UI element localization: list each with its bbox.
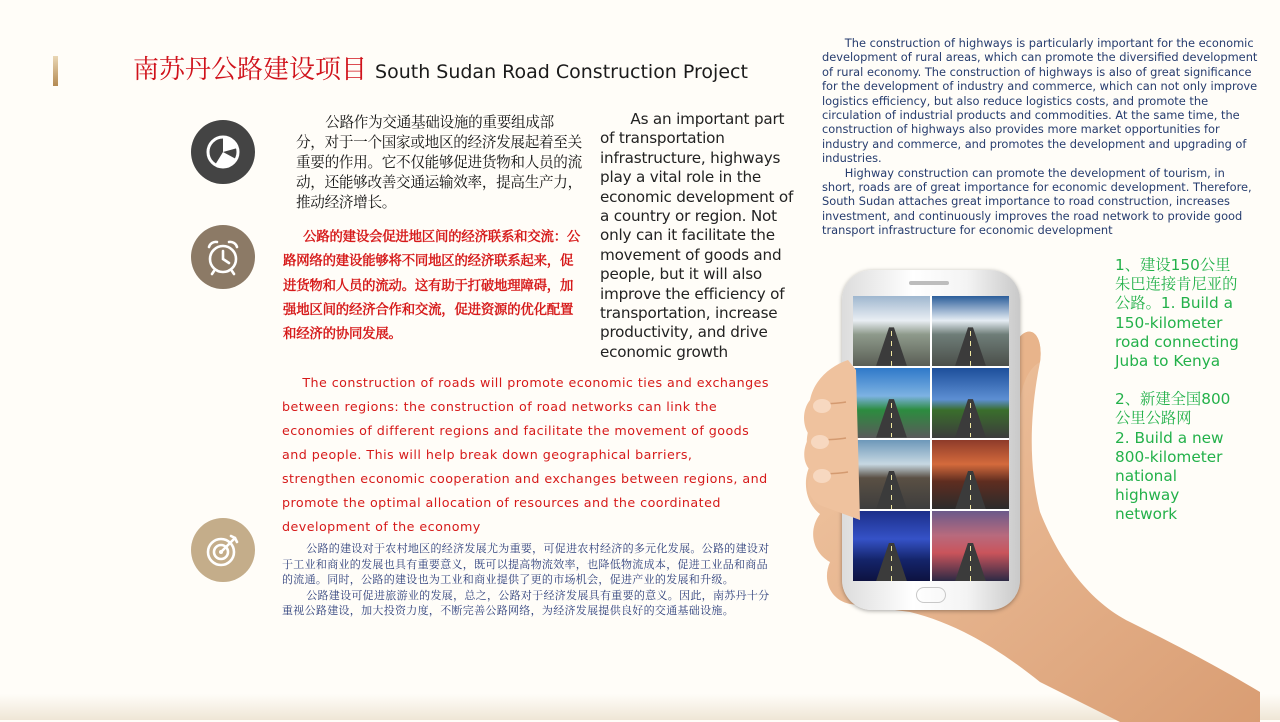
project-list <box>1115 256 1245 525</box>
pie-chart-icon <box>191 120 255 184</box>
phone-home-button <box>916 587 946 603</box>
road-photo <box>932 440 1009 510</box>
title-chinese: 南苏丹公路建设项目 <box>133 55 368 85</box>
phone-speaker <box>909 281 949 285</box>
road-photo <box>853 296 930 366</box>
en-rural-paragraph-2: Highway construction can promote the development of tourism, in short, roads are of great importance for economic development. Therefore, South Sudan attaches great importance to road construction, increases investment, and continuously improves the road network to provide good transport infrastructure for economic development <box>822 165 1252 238</box>
alarm-clock-icon <box>191 225 255 289</box>
project-item-1: 1、建设150公里朱巴连接肯尼亚的公路。1. Build a 150-kilometer road connecting Juba to Kenya <box>1115 256 1239 371</box>
en-regional-paragraph: The construction of roads will promote economic ties and exchanges between regions: the construction of road networks can link the economies of different regions and facilitate the movement of goods and people. This will help break down geographical barriers, strengthen economic cooperation and exchanges between regions, and promote the optimal allocation of resources and the coordinated development of the economy <box>282 375 769 534</box>
road-photo <box>932 511 1009 581</box>
cn-regional-paragraph: 公路的建设会促进地区间的经济联系和交流：公路网络的建设能够将不同地区的经济联系起来，促进货物和人员的流动。这有助于打破地理障碍，加强地区间的经济合作和交流，促进资源的优化配置和经济的协同发展。 <box>283 229 581 343</box>
page-title <box>133 49 748 86</box>
spacer <box>1115 371 1245 390</box>
title-accent-bar <box>53 56 58 86</box>
title-english: South Sudan Road Construction Project <box>375 61 748 83</box>
en-rural-section <box>822 36 1260 238</box>
cn-rural-section <box>282 541 774 619</box>
en-intro-paragraph: As an important part of transportation infrastructure, highways play a vital role in the economic development of a country or region. Not only can it facilitate the movement of goods and people, but it will also improve the efficiency of transportation, increase productivity, and drive economic growth <box>600 110 794 361</box>
target-icon <box>191 518 255 582</box>
thumb-overlay <box>800 360 880 530</box>
project-item-2-cn: 2、新建全国800公里公路网 <box>1115 390 1231 428</box>
cn-intro-paragraph: 公路作为交通基础设施的重要组成部分，对于一个国家或地区的经济发展起着至关重要的作用。它不仅能够促进货物和人员的流动，还能够改善交通运输效率，提高生产力，推动经济增长。 <box>296 114 582 211</box>
en-rural-paragraph-1: The construction of highways is particularly important for the economic development of rural areas, which can promote the diversified development of rural economy. The construction of highways is also of great significance for the development of industry and commerce, which can not only improve logistics efficiency, but also reduce logistics costs, and promote the circulation of industrial products and commodities. At the same time, the construction of highways also provides more market opportunities for industry and commerce, and promotes the development and upgrading of industries. <box>822 36 1258 166</box>
project-item-2-en: 2. Build a new 800-kilometer national highway network <box>1115 428 1224 524</box>
cn-rural-paragraph-1: 公路的建设对于农村地区的经济发展尤为重要，可促进农村经济的多元化发展。公路的建设对于工业和商业的发展也具有重要意义，既可以提高物流效率，也降低物流成本，促进工业品和商品的流通。同时，公路的建设也为工业和商业提供了更的市场机会，促进产业的发展和升级。 <box>282 542 770 587</box>
road-photo <box>932 368 1009 438</box>
cn-rural-paragraph-2: 公路建设可促进旅游业的发展，总之，公路对于经济发展具有重要的意义。因此，南苏丹十分重视公路建设，加大投资力度，不断完善公路网络，为经济发展提供良好的交通基础设施。 <box>282 588 770 618</box>
road-photo <box>932 296 1009 366</box>
